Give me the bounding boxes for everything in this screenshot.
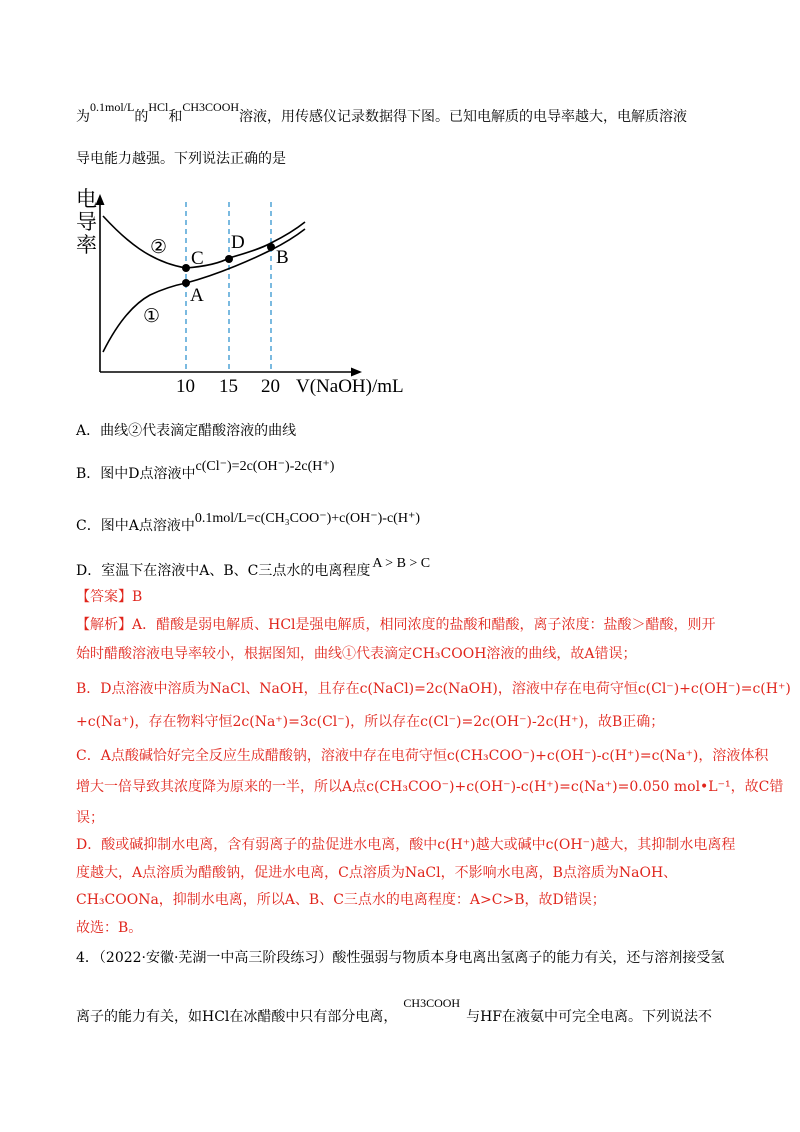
point-B bbox=[267, 243, 275, 251]
option-A: A．曲线②代表滴定醋酸溶液的曲线 bbox=[76, 423, 297, 439]
option-C bbox=[76, 510, 420, 535]
y-label-char-1: 电 bbox=[76, 187, 97, 211]
option-C-formula: 0.1mol/L=c(CH₃COO⁻)+c(OH⁻)-c(H⁺) bbox=[194, 511, 421, 526]
option-B bbox=[76, 458, 334, 483]
analysis-line: 故选：B。 bbox=[76, 920, 143, 936]
point-label-B: B bbox=[276, 247, 289, 268]
question-intro-line2: 导电能力越强。下列说法正确的是 bbox=[76, 151, 286, 167]
conductivity-graph bbox=[70, 186, 430, 396]
intro-prefix: 为 bbox=[76, 109, 90, 125]
option-D bbox=[76, 556, 430, 580]
intro-ch3cooh: CH3COOH bbox=[182, 100, 240, 114]
x-axis-label: V(NaOH)/mL bbox=[296, 376, 404, 396]
point-label-D: D bbox=[231, 232, 245, 253]
q4-formula: CH3COOH bbox=[403, 996, 461, 1010]
point-C bbox=[182, 264, 190, 272]
analysis-line: 始时醋酸溶液电导率较小，根据图知，曲线①代表滴定CH₃COOH溶液的曲线，故A错误； bbox=[76, 646, 637, 662]
question-intro-line1 bbox=[76, 100, 687, 126]
analysis-line: 度越大，A点溶质为醋酸钠，促进水电离，C点溶质为NaCl，不影响水电离，B点溶质为NaOH、 bbox=[76, 865, 678, 881]
analysis-line: D．酸或碱抑制水电离，含有弱离子的盐促进水电离，酸中c(H⁺)越大或碱中c(OH⁻)越大，其抑制水电离程 bbox=[76, 837, 736, 853]
point-A bbox=[182, 279, 190, 287]
y-label-char-3: 率 bbox=[76, 233, 97, 257]
option-B-formula: c(Cl⁻)=2c(OH⁻)-2c(H⁺) bbox=[195, 459, 335, 474]
option-C-text: C．图中A点溶液中 bbox=[76, 518, 195, 534]
point-label-C: C bbox=[191, 248, 204, 269]
analysis-line: C．A点酸碱恰好完全反应生成醋酸钠，溶液中存在电荷守恒c(CH₃COO⁻)+c(OH⁻)-c(H⁺)=c(Na⁺)，溶液体积 bbox=[76, 748, 769, 764]
x-tick-20: 20 bbox=[261, 376, 280, 396]
analysis-line: 【解析】A．醋酸是弱电解质、HCl是强电解质，相同浓度的盐酸和醋酸，离子浓度：盐酸＞醋酸，则开 bbox=[76, 617, 716, 633]
option-D-formula: A > B > C bbox=[372, 556, 431, 571]
q4-text-b: 与HF在液氨中可完全电离。下列说法不 bbox=[466, 1009, 712, 1025]
question-4-line2 bbox=[76, 996, 712, 1026]
point-label-A: A bbox=[190, 285, 204, 306]
analysis-line: 误； bbox=[76, 810, 104, 826]
curve-2 bbox=[103, 216, 305, 268]
question-4-line1: 4．（2022·安徽·芜湖一中高三阶段练习）酸性强弱与物质本身电离出氢离子的能力有关，还与溶剂接受氢 bbox=[76, 950, 725, 966]
y-label-char-2: 导 bbox=[76, 210, 97, 234]
analysis-line: B．D点溶液中溶质为NaCl、NaOH，且存在c(NaCl)=2c(NaOH)，溶液中存在电荷守恒c(Cl⁻)+c(OH⁻)=c(H⁺) bbox=[76, 681, 791, 697]
q4-text-a: 离子的能力有关，如HCl在冰醋酸中只有部分电离， bbox=[76, 1009, 398, 1025]
curve-label-2: ② bbox=[150, 236, 168, 258]
intro-he: 和 bbox=[168, 109, 183, 125]
curve-label-1: ① bbox=[143, 305, 161, 327]
intro-conc: 0.1mol/L bbox=[90, 100, 135, 114]
intro-rest: 溶液，用传感仪记录数据得下图。已知电解质的电导率越大，电解质溶液 bbox=[239, 109, 688, 125]
point-D bbox=[225, 255, 233, 263]
intro-de: 的 bbox=[134, 109, 149, 125]
intro-hcl: HCl bbox=[148, 100, 169, 114]
option-D-text: D．室温下在溶液中A、B、C三点水的电离程度 bbox=[76, 563, 371, 579]
x-tick-15: 15 bbox=[219, 376, 238, 396]
answer-line: 【答案】B bbox=[76, 589, 143, 605]
x-tick-10: 10 bbox=[176, 376, 195, 396]
option-B-text: B．图中D点溶液中 bbox=[76, 466, 196, 482]
analysis-line: +c(Na⁺)，存在物料守恒2c(Na⁺)=3c(Cl⁻)，所以存在c(Cl⁻)=2c(OH⁻)-2c(H⁺)，故B正确； bbox=[76, 714, 665, 730]
analysis-line: 增大一倍导致其浓度降为原来的一半，所以A点c(CH₃COO⁻)+c(OH⁻)-c(H⁺)=c(Na⁺)=0.050 mol•L⁻¹，故C错 bbox=[76, 779, 784, 795]
analysis-line: CH₃COONa，抑制水电离，所以A、B、C三点水的电离程度：A>C>B，故D错误； bbox=[76, 892, 606, 908]
